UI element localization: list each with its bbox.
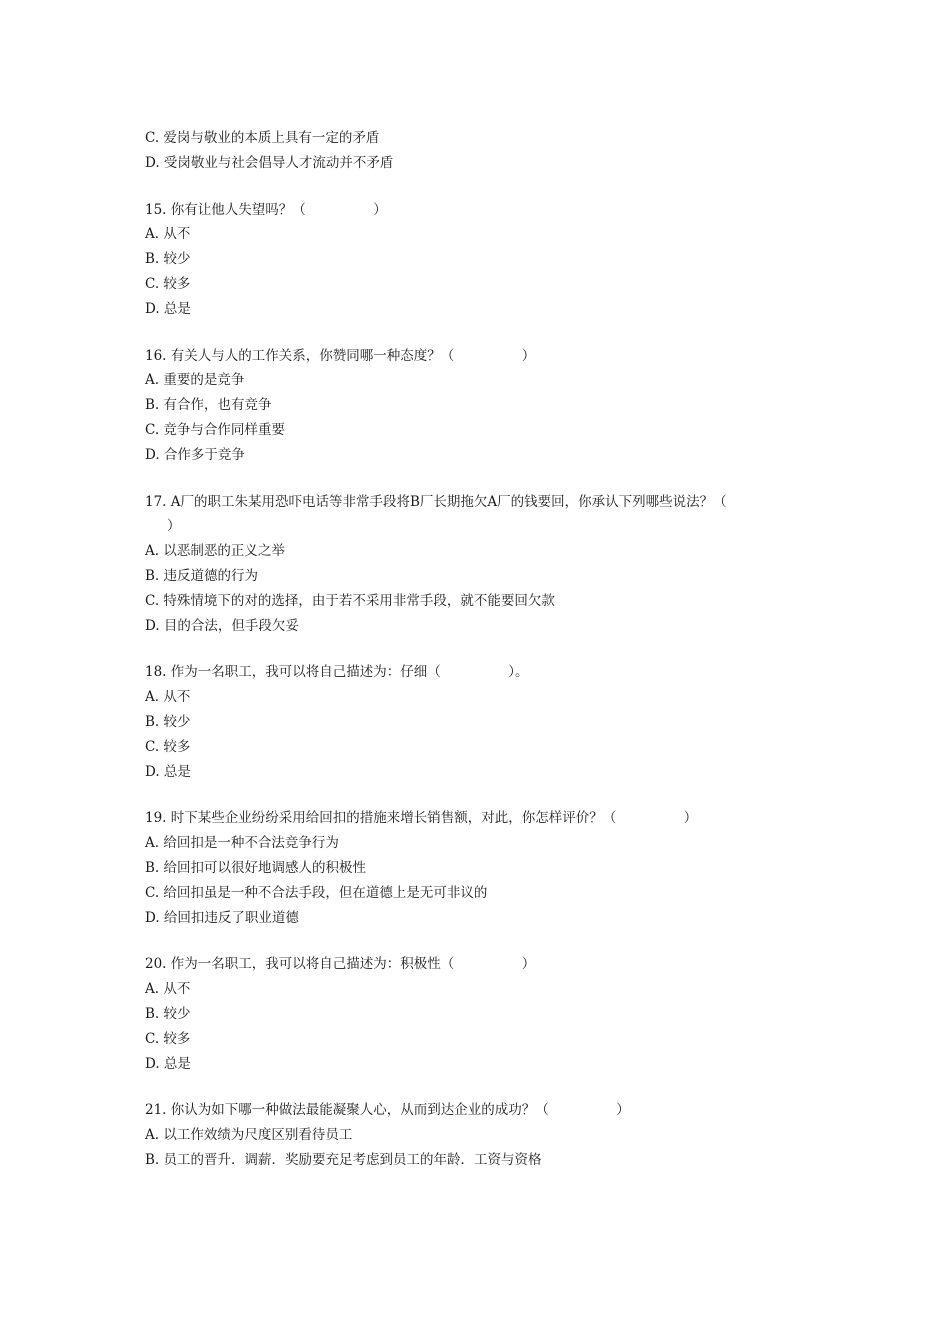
option-line: A. 重要的是竞争 [145, 372, 245, 389]
question-stem: 20. 作为一名职工，我可以将自己描述为：积极性（ ） [145, 956, 536, 973]
question-stem: 16. 有关人与人的工作关系，你赞同哪一种态度？（ ） [145, 347, 536, 364]
option-line: B. 员工的晋升．调薪．奖励要充足考虑到员工的年龄．工资与资格 [145, 1151, 542, 1168]
option-line: C. 特殊情境下的对的选择，由于若不采用非常手段，就不能要回欠款 [145, 592, 555, 609]
lead-options [145, 126, 795, 176]
option-line: D. 合作多于竞争 [145, 446, 245, 463]
option-line: A. 给回扣是一种不合法竞争行为 [145, 835, 339, 852]
option-line: B. 较少 [145, 713, 191, 730]
question-block [145, 952, 795, 1076]
question-block [145, 806, 795, 930]
option-line: C. 较多 [145, 738, 191, 755]
option-line: A. 从不 [145, 689, 191, 706]
question-block [145, 198, 795, 322]
question-spacer [145, 1076, 795, 1098]
question-spacer [145, 322, 795, 344]
option-line: C. 较多 [145, 1030, 191, 1047]
option-line: C. 给回扣虽是一种不合法手段，但在道德上是无可非议的 [145, 884, 488, 901]
option-line: A. 从不 [145, 981, 191, 998]
question-stem-continuation: ） [167, 518, 181, 535]
question-list [145, 176, 795, 1173]
option-line: A. 以恶制恶的正义之举 [145, 543, 285, 560]
option-line: A. 以工作效绩为尺度区别看待员工 [145, 1127, 353, 1144]
question-stem: 18. 作为一名职工，我可以将自己描述为：仔细（ ）。 [145, 664, 529, 681]
question-spacer [145, 930, 795, 952]
option-line: C. 竞争与合作同样重要 [145, 421, 285, 438]
option-line: A. 从不 [145, 226, 191, 243]
option-line: D. 总是 [145, 1055, 191, 1072]
option-line: B. 较少 [145, 1005, 191, 1022]
option-line: D. 给回扣违反了职业道德 [145, 909, 299, 926]
option-line: B. 较少 [145, 251, 191, 268]
question-stem: 17. A厂的职工朱某用恐吓电话等非常手段将B厂长期拖欠A厂的钱要回，你承认下列哪些说法？（ [145, 493, 727, 510]
question-block [145, 490, 795, 639]
question-spacer [145, 638, 795, 660]
option-line: D. 总是 [145, 763, 191, 780]
option-line: D. 目的合法，但手段欠妥 [145, 617, 299, 634]
option-line: B. 有合作，也有竞争 [145, 397, 272, 414]
question-spacer [145, 468, 795, 490]
question-block [145, 344, 795, 468]
option-line: C. 较多 [145, 275, 191, 292]
option-line: B. 违反道德的行为 [145, 567, 259, 584]
option-line: B. 给回扣可以很好地调感人的积极性 [145, 859, 367, 876]
question-block [145, 1098, 795, 1172]
question-spacer [145, 784, 795, 806]
option-line: C. 爱岗与敬业的本质上具有一定的矛盾 [145, 130, 380, 146]
question-block [145, 660, 795, 784]
option-line: D. 受岗敬业与社会倡导人才流动并不矛盾 [145, 154, 394, 171]
document-page [145, 126, 795, 1173]
question-stem: 15. 你有让他人失望吗？（ ） [145, 201, 387, 218]
question-stem: 21. 你认为如下哪一种做法最能凝聚人心，从而到达企业的成功？（ ） [145, 1102, 630, 1119]
option-line: D. 总是 [145, 300, 191, 317]
question-spacer [145, 176, 795, 198]
question-stem: 19. 时下某些企业纷纷采用给回扣的措施来增长销售额，对此，你怎样评价？（ ） [145, 810, 698, 827]
